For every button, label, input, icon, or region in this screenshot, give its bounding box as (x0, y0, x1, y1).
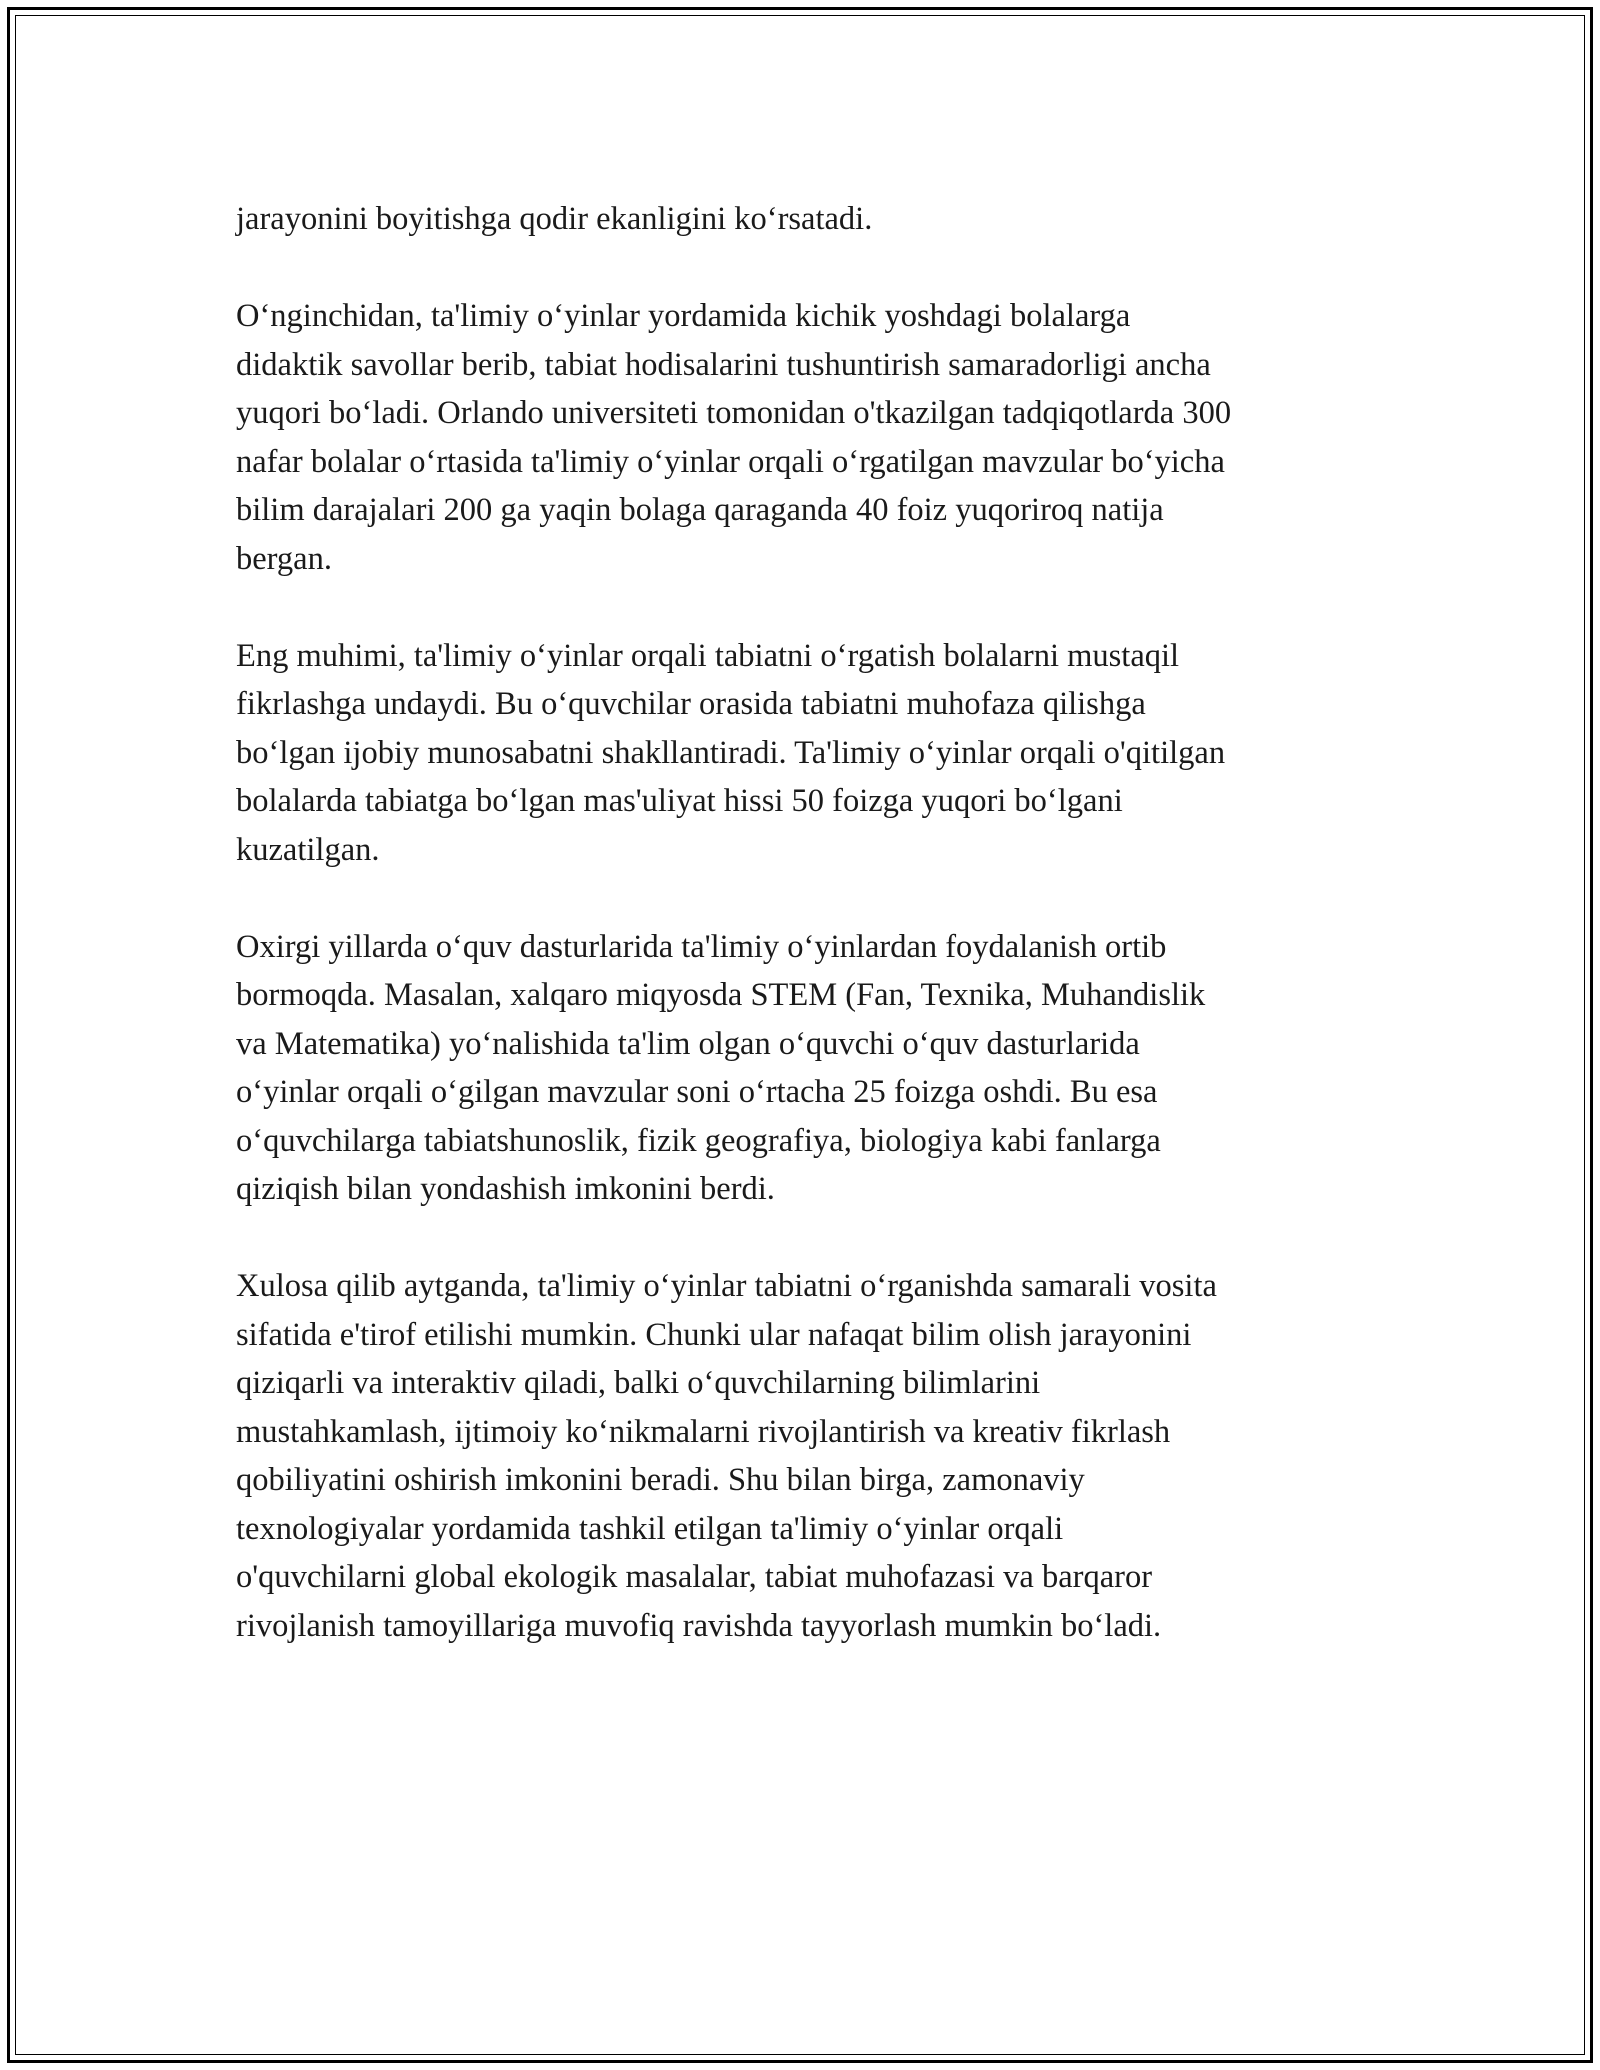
paragraph-2: Oʻnginchidan, ta'limiy oʻyinlar yordamida kichik yoshdagi bolalarga didaktik savollar berib, tabiat hodisalarini tushuntirish samaradorligi ancha yuqori boʻladi. Orlando universiteti tomonidan o'tkazilgan tadqiqotlarda 300 nafar bolalar oʻrtasida ta'limiy oʻyinlar orqali oʻrgatilgan mavzular boʻyicha bilim darajalari 200 ga yaqin bolaga qaraganda 40 foiz yuqoriroq natija bergan. (236, 298, 1232, 577)
document-body (236, 195, 1386, 1699)
paragraph-3: Eng muhimi, ta'limiy oʻyinlar orqali tabiatni oʻrgatish bolalarni mustaqil fikrlashga undaydi. Bu oʻquvchilar orasida tabiatni muhofaza qilishga boʻlgan ijobiy munosabatni shakllantiradi. Ta'limiy oʻyinlar orqali o'qitilgan bolalarda tabiatga boʻlgan mas'uliyat hissi 50 foizga yuqori boʻlgani kuzatilgan. (236, 637, 1226, 868)
paragraph-5: Xulosa qilib aytganda, ta'limiy oʻyinlar tabiatni oʻrganishda samarali vosita sifatida e'tirof etilishi mumkin. Chunki ular nafaqat bilim olish jarayonini qiziqarli va interaktiv qiladi, balki oʻquvchilarning bilimlarini mustahkamlash, ijtimoiy koʻnikmalarni rivojlantirish va kreativ fikrlash qobiliyatini oshirish imkonini beradi. Shu bilan birga, zamonaviy texnologiyalar yordamida tashkil etilgan ta'limiy oʻyinlar orqali o'quvchilarni global ekologik masalalar, tabiat muhofazasi va barqaror rivojlanish tamoyillariga muvofiq ravishda tayyorlash mumkin boʻladi. (236, 1268, 1217, 1644)
paragraph-1: jarayonini boyitishga qodir ekanligini koʻrsatadi. (236, 201, 873, 237)
paragraph-4: Oxirgi yillarda oʻquv dasturlarida ta'limiy oʻyinlardan foydalanish ortib bormoqda. Masalan, xalqaro miqyosda STEM (Fan, Texnika, Muhandislik va Matematika) yoʻnalishida ta'lim olgan oʻquvchi oʻquv dasturlarida oʻyinlar orqali oʻgilgan mavzular soni oʻrtacha 25 foizga oshdi. Bu esa oʻquvchilarga tabiatshunoslik, fizik geografiya, biologiya kabi fanlarga qiziqish bilan yondashish imkonini berdi. (236, 928, 1206, 1207)
page-frame (7, 7, 1593, 2063)
